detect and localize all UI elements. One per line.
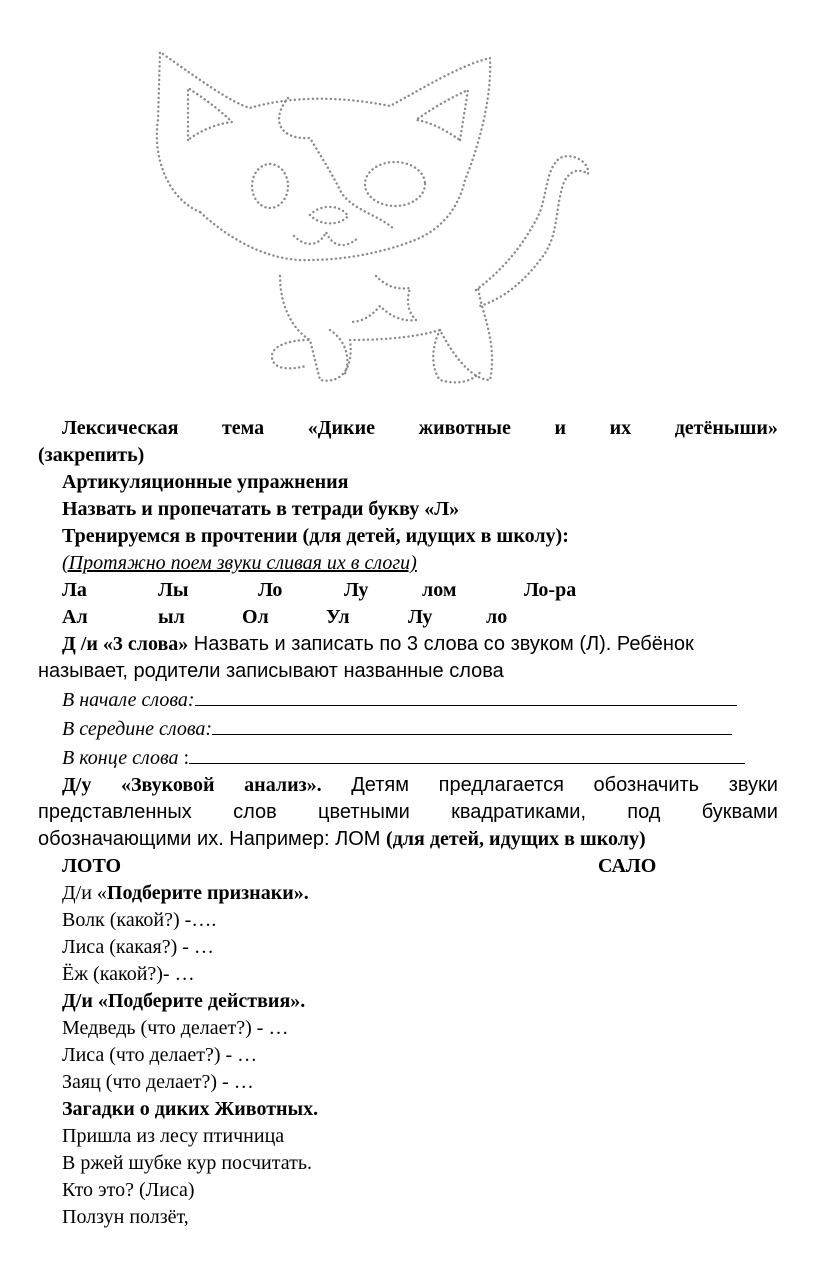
syllable: Лу [344, 579, 369, 601]
cat-left-paw [272, 340, 308, 368]
title-word: и [554, 417, 566, 439]
syllable: Лу [408, 606, 433, 628]
title-line [38, 415, 778, 442]
riddle-line: Пришла из лесу птичница [62, 1125, 285, 1147]
blank-end-label: В конце слова [62, 747, 179, 769]
cat-bow [350, 276, 416, 322]
blank-end-line[interactable] [189, 743, 745, 764]
title-word: тема [221, 417, 265, 439]
sound-analysis-word: представленных [38, 801, 192, 823]
syllable: Ло [258, 579, 283, 601]
title-word: «Дикие [307, 417, 375, 439]
sound-analysis-word: квадратиками, [451, 801, 586, 823]
signs-heading [38, 880, 778, 907]
syllable: Ла [62, 579, 87, 601]
blank-end-colon: : [178, 747, 190, 769]
cat-left-eye [252, 164, 288, 208]
blank-start-line[interactable] [195, 685, 737, 706]
blank-middle [38, 714, 778, 743]
sound-analysis-line-3 [38, 826, 778, 853]
sound-analysis-word: обозначить [593, 774, 700, 796]
cat-tail [476, 156, 588, 306]
blank-end [38, 743, 778, 772]
syllable: Ал [62, 606, 88, 628]
cat-head-outline [157, 52, 490, 260]
sound-analysis-note: (для детей, идущих в школу) [386, 828, 646, 850]
syllable: Ул [326, 606, 350, 628]
blank-middle-label: В середине слова: [62, 718, 213, 740]
signs-item: Волк (какой?) -…. [62, 909, 217, 931]
reading-task: Тренируемся в прочтении (для детей, идущих в школу): [62, 525, 569, 547]
worksheet-text [38, 415, 778, 1231]
cat-right-paw [330, 330, 347, 376]
syllable-row-2 [38, 604, 778, 631]
syllable: ыл [158, 606, 185, 628]
syllable: ло [486, 606, 508, 628]
syllable: Лы [158, 579, 189, 601]
sound-analysis-word: под [627, 801, 661, 823]
cat-mouth [294, 232, 358, 245]
sound-analysis-example: обозначающими их. Например: ЛОМ [38, 828, 387, 850]
signs-label: Подберите признаки». [106, 882, 309, 904]
sound-analysis-line-1 [38, 772, 778, 799]
title-word: детёныши» [674, 417, 778, 439]
blank-start [38, 685, 778, 714]
three-words-text: Назвать и записать по 3 слова со звуком (Л). Ребёнок [188, 633, 694, 655]
title-word: их [609, 417, 632, 439]
syllable-row-1 [38, 577, 778, 604]
title-word: животные [418, 417, 511, 439]
signs-item: Лиса (какая?) - … [62, 936, 214, 958]
sound-analysis-word: анализ». [244, 774, 322, 796]
riddles-heading: Загадки о диких Животных. [62, 1098, 319, 1120]
sound-analysis-word: Д/у [62, 774, 92, 796]
actions-item: Лиса (что делает?) - … [62, 1044, 258, 1066]
sound-analysis-word: цветными [318, 801, 410, 823]
sound-analysis-word: слов [233, 801, 277, 823]
syllable: Ло-ра [524, 579, 577, 601]
reading-hint: (Протяжно поем звуки сливая их в слоги) [62, 552, 417, 574]
sound-analysis-word: предлагается [438, 774, 564, 796]
signs-prefix: Д/и « [62, 882, 107, 904]
actions-heading: Д/и «Подберите действия». [62, 990, 306, 1012]
sound-analysis-word: Детям [351, 774, 410, 796]
letter-task: Назвать и пропечатать в тетради букву «Л» [62, 498, 460, 520]
articulation-heading: Артикуляционные упражнения [62, 471, 349, 493]
sound-analysis-line-2 [38, 799, 778, 826]
sound-analysis-word: буквами [701, 801, 778, 823]
blank-start-label: В начале слова: [62, 689, 195, 711]
cat-right-ear-inner [416, 90, 468, 140]
actions-item: Заяц (что делает?) - … [62, 1071, 254, 1093]
riddle-line: Ползун ползёт, [62, 1206, 189, 1228]
actions-item: Медведь (что делает?) - … [62, 1017, 289, 1039]
cat-nose [310, 207, 348, 224]
cat-body-outline [280, 276, 492, 381]
sound-analysis-word: звуки [728, 774, 778, 796]
cat-head-patch [279, 98, 395, 230]
sound-analysis-words [38, 853, 778, 880]
three-words-line-2: называет, родители записывают названные слова [38, 660, 504, 682]
three-words-label: Д /и «3 слова» [62, 633, 189, 655]
syllable: Ол [242, 606, 269, 628]
riddle-line: В ржей шубке кур посчитать. [62, 1152, 312, 1174]
title-word: Лексическая [62, 417, 179, 439]
cat-right-eye [365, 162, 425, 206]
dotted-cat-tracing-picture [140, 40, 600, 400]
syllable: лом [422, 579, 457, 601]
analysis-word-salo: САЛО [598, 855, 657, 877]
title-tail: (закрепить) [38, 444, 145, 466]
blank-middle-line[interactable] [212, 714, 732, 735]
sound-analysis-word: «Звуковой [120, 774, 215, 796]
riddle-line: Кто это? (Лиса) [62, 1179, 195, 1201]
cat-left-ear-inner [188, 88, 232, 140]
signs-item: Ёж (какой?)- … [62, 963, 195, 985]
three-words-line-1 [38, 631, 778, 658]
analysis-word-loto: ЛОТО [62, 855, 122, 877]
